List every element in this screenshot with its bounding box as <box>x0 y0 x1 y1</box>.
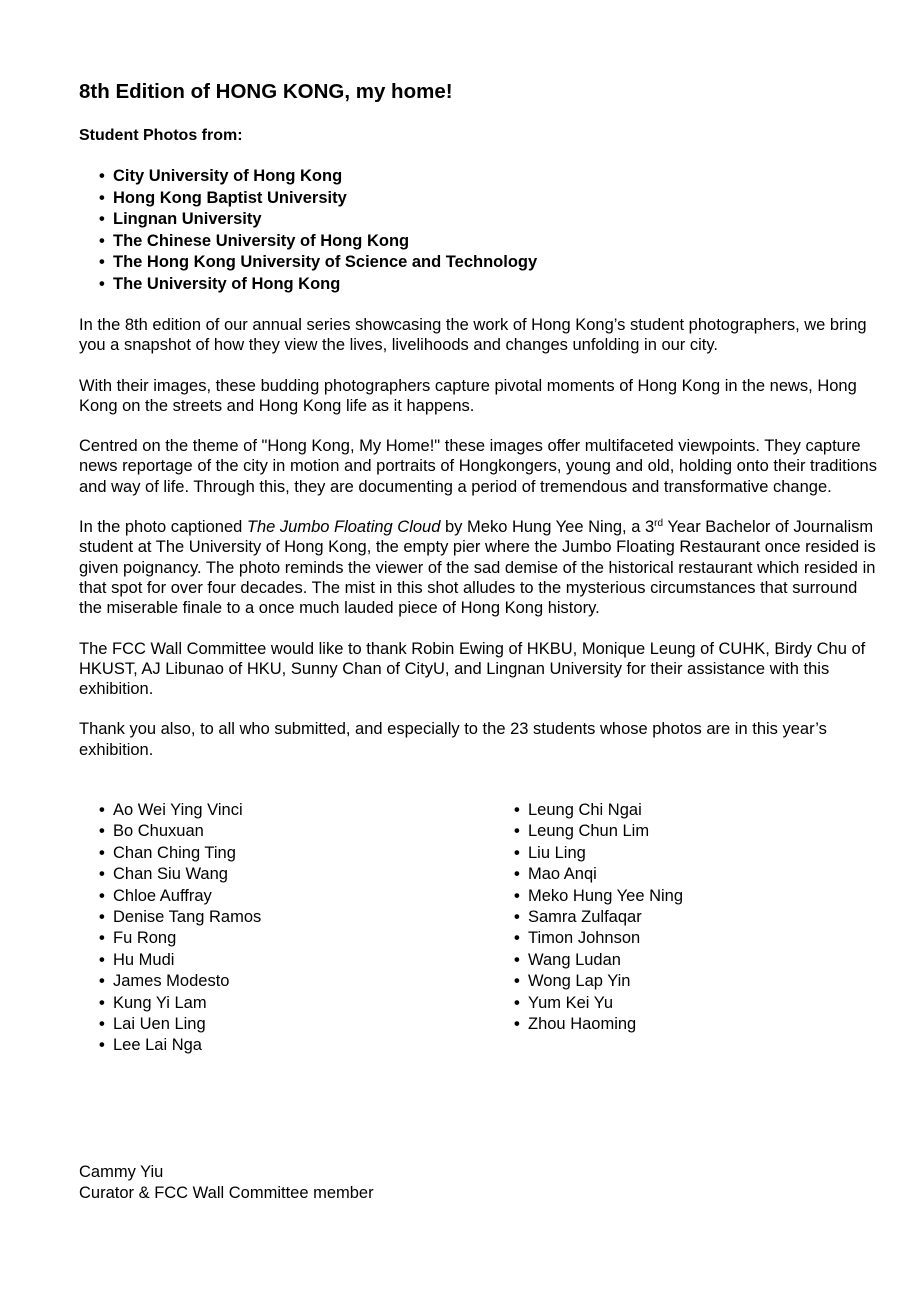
photographers-paragraph: With their images, these budding photographers capture pivotal moments of Hong Kong in the news, Hong Kong on the streets and Hong Kong life as it happens. <box>79 376 857 415</box>
bullet-icon: • <box>99 188 105 207</box>
bullet-icon: • <box>514 822 520 841</box>
student-list-left <box>99 800 261 1057</box>
document-page <box>79 78 879 1060</box>
student-names <box>79 800 879 1060</box>
student-name: • Samra Zulfaqar <box>514 907 683 928</box>
student-name: • Yum Kei Yu <box>514 993 683 1014</box>
university-list <box>79 166 879 295</box>
bullet-icon: • <box>514 929 520 948</box>
student-name: • Wang Ludan <box>514 950 683 971</box>
bullet-icon: • <box>99 972 105 991</box>
curator-name: Cammy Yiu <box>79 1163 164 1181</box>
bullet-icon: • <box>514 972 520 991</box>
bullet-icon: • <box>514 801 520 820</box>
university-item: • The Chinese University of Hong Kong <box>99 231 879 253</box>
signature-block <box>79 1162 374 1203</box>
bullet-icon: • <box>514 993 520 1012</box>
bullet-icon: • <box>99 274 105 293</box>
bullet-icon: • <box>99 993 105 1012</box>
bullet-icon: • <box>99 865 105 884</box>
student-name: • Mao Anqi <box>514 864 683 885</box>
student-name: • Liu Ling <box>514 843 683 864</box>
photo-caption-title: The Jumbo Floating Cloud <box>246 518 441 537</box>
student-photos-heading: Student Photos from: <box>79 127 243 144</box>
student-name: • Leung Chi Ngai <box>514 800 683 821</box>
student-name: • Kung Yi Lam <box>99 993 261 1014</box>
bullet-icon: • <box>99 801 105 820</box>
bullet-icon: • <box>514 843 520 862</box>
student-name: • Chan Ching Ting <box>99 843 261 864</box>
student-name: • Chloe Auffray <box>99 886 261 907</box>
university-item: • City University of Hong Kong <box>99 166 879 188</box>
student-name: • Zhou Haoming <box>514 1014 683 1035</box>
student-name: • Fu Rong <box>99 928 261 949</box>
university-item: • The University of Hong Kong <box>99 274 879 296</box>
bullet-icon: • <box>99 929 105 948</box>
university-item: • Hong Kong Baptist University <box>99 188 879 210</box>
bullet-icon: • <box>99 253 105 271</box>
university-item: • The Hong Kong University of Science and Technology <box>99 252 879 274</box>
bullet-icon: • <box>99 886 105 905</box>
student-name: • Hu Mudi <box>99 950 261 971</box>
bullet-icon: • <box>514 1014 520 1033</box>
ordinal-suffix: rd <box>654 518 664 530</box>
student-list-right <box>514 800 683 1035</box>
student-name: • Denise Tang Ramos <box>99 907 261 928</box>
curator-role: Curator & FCC Wall Committee member <box>79 1183 374 1202</box>
bullet-icon: • <box>514 865 520 884</box>
bullet-icon: • <box>99 1014 105 1033</box>
student-name: • Bo Chuxuan <box>99 821 261 842</box>
bullet-icon: • <box>99 167 105 185</box>
student-name: • Ao Wei Ying Vinci <box>99 800 261 821</box>
student-name: • Lai Uen Ling <box>99 1014 261 1035</box>
bullet-icon: • <box>99 210 105 228</box>
thanks-paragraph: Thank you also, to all who submitted, and especially to the 23 students whose photos are in this year’s exhibition. <box>79 720 827 759</box>
student-name: • Leung Chun Lim <box>514 821 683 842</box>
bullet-icon: • <box>99 950 105 969</box>
bullet-icon: • <box>99 822 105 841</box>
theme-paragraph: Centred on the theme of "Hong Kong, My Home!" these images offer multifaceted viewpoints. They capture news reportage of the city in motion and portraits of Hongkongers, young and old, holding onto their traditions and way of life. Through this, they are documenting a period of tremendous and transformative change. <box>79 437 877 496</box>
intro-paragraph: In the 8th edition of our annual series showcasing the work of Hong Kong’s student photographers, we bring you a snapshot of how they view the lives, livelihoods and changes unfolding in our city. <box>79 316 867 355</box>
bullet-icon: • <box>99 908 105 926</box>
featured-photo-paragraph: In the photo captioned The Jumbo Floating Cloud by Meko Hung Yee Ning, a 3rd Year Bachelor of Journalism student at The University of Hong Kong, the empty pier where the Jumbo Floating Restaurant once resided is given poignancy. The photo reminds the viewer of the sad demise of the historical restaurant which resided in that spot for over four decades. The mist in this shot alludes to the mysterious circumstances that surround the miserable finale to a once much lauded piece of Hong Kong history. <box>79 518 876 618</box>
student-name: • Lee Lai Nga <box>99 1035 261 1056</box>
student-name: • Wong Lap Yin <box>514 971 683 992</box>
bullet-icon: • <box>99 231 105 250</box>
bullet-icon: • <box>514 950 520 969</box>
student-name: • Meko Hung Yee Ning <box>514 886 683 907</box>
acknowledgement-paragraph: The FCC Wall Committee would like to thank Robin Ewing of HKBU, Monique Leung of CUHK, Birdy Chu of HKUST, AJ Libunao of HKU, Sunny Chan of CityU, and Lingnan University for their assistance with this exhibition. <box>79 639 866 699</box>
student-name: • James Modesto <box>99 971 261 992</box>
university-item: • Lingnan University <box>99 209 879 231</box>
bullet-icon: • <box>514 886 520 905</box>
bullet-icon: • <box>514 908 520 926</box>
document-title: 8th Edition of HONG KONG, my home! <box>79 80 453 103</box>
bullet-icon: • <box>99 1036 105 1055</box>
student-name: • Timon Johnson <box>514 928 683 949</box>
student-name: • Chan Siu Wang <box>99 864 261 885</box>
bullet-icon: • <box>99 843 105 862</box>
